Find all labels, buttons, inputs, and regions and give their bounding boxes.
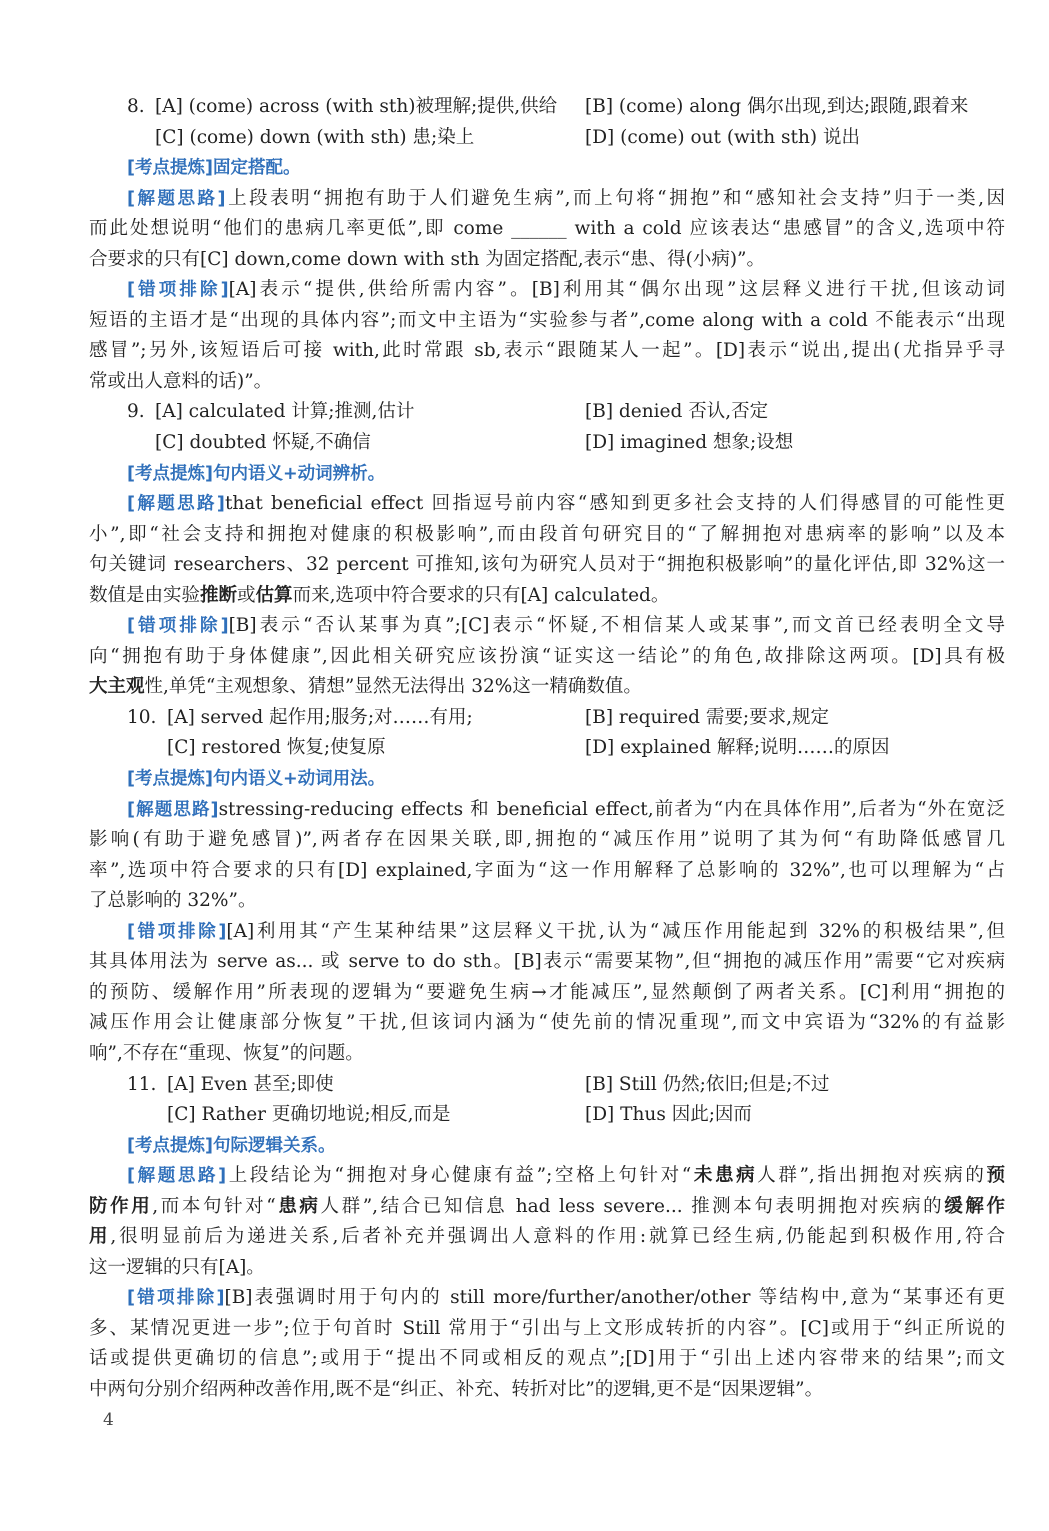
text-line	[89, 611, 1005, 642]
text-line	[89, 550, 1005, 581]
option-d: [D] (come) out (with sth) 说出	[585, 126, 860, 148]
text-line	[89, 1314, 1005, 1345]
text-line	[89, 856, 1005, 887]
page-content	[89, 92, 1005, 1406]
text-segment: ,很明显前后为递进关系,后者补充并强调出人意料的作用:就算已经生病,仍能起到积极作用,符合	[110, 1226, 1005, 1248]
question-options-11	[89, 1070, 1005, 1131]
text-line	[89, 672, 1005, 703]
option-b: [B] Still 仍然;依旧;但是;不过	[585, 1073, 830, 1095]
bold-emphasis: 缓解作	[944, 1195, 1005, 1217]
text-line	[89, 306, 1005, 337]
text-line	[89, 1192, 1005, 1223]
key-point-text: 句内语义+动词用法。	[213, 769, 386, 790]
text-line	[89, 245, 1005, 276]
solution-paragraph	[89, 795, 1005, 917]
text-segment: that beneficial effect 回指逗号前内容“感知到更多社会支持的人们得感冒的可能性更	[224, 493, 1006, 515]
text-segment: 人群”,结合已知信息 had less severe... 推测本句表明拥抱对疾病的	[320, 1195, 945, 1217]
text-line	[89, 947, 1005, 978]
text-line	[89, 214, 1005, 245]
text-segment: 或	[237, 584, 256, 606]
text-line	[89, 886, 1005, 917]
key-point	[89, 153, 1005, 184]
distractor-paragraph	[89, 275, 1005, 397]
text-segment: 合要求的只有[C] down,come down with sth 为固定搭配,表示“患、得(小病)”。	[89, 248, 766, 270]
option-a: [A] served 起作用;服务;对……有用;	[167, 706, 473, 728]
text-segment: 这一逻辑的只有[A]。	[89, 1256, 265, 1278]
text-line	[89, 1375, 1005, 1406]
text-segment: [B]表示“否认某事为真”;[C]表示“怀疑,不相信某人或某事”,而文首已经表明全文导	[228, 615, 1006, 637]
option-b: [B] denied 否认,否定	[585, 401, 769, 423]
text-line	[89, 1161, 1005, 1192]
options-row	[89, 733, 1005, 764]
solution-paragraph	[89, 1161, 1005, 1283]
section-label: [错项排除]	[127, 921, 227, 942]
solution-paragraph	[89, 184, 1005, 276]
text-line	[89, 184, 1005, 215]
solution-paragraph	[89, 489, 1005, 611]
text-segment: stressing-reducing effects 和 beneficial effect,前者为“内在具体作用”,后者为“外在宽泛	[218, 798, 1005, 820]
text-line	[89, 1253, 1005, 1284]
page-number: 4	[103, 1410, 114, 1430]
text-segment: 而此处想说明“他们的患病几率更低”,即 come ______ with a cold 应该表达“患感冒”的含义,选项中符	[89, 218, 1005, 240]
option-a: [A] calculated 计算;推测,估计	[155, 401, 415, 423]
text-segment: 多、某情况更进一步”;位于句首时 Still 常用于“引出与上文形成转折的内容”。[C]或用于“纠正所说的	[89, 1317, 1005, 1339]
distractor-paragraph	[89, 611, 1005, 703]
key-point-label: [考点提炼]	[127, 1135, 213, 1156]
text-segment: 句关键词 researchers、32 percent 可推知,该句为研究人员对于“拥抱积极影响”的量化评估,即 32%这一	[89, 554, 1005, 576]
text-segment: [A]表示“提供,供给所需内容”。[B]利用其“偶尔出现”这层释义进行干扰,但该动词	[228, 279, 1006, 301]
section-label: [错项排除]	[127, 280, 229, 301]
option-d: [D] Thus 因此;因而	[585, 1104, 752, 1126]
text-segment: 中两句分别介绍两种改善作用,既不是“纠正、补充、转折对比”的逻辑,更不是“因果逻辑”。	[89, 1378, 824, 1400]
key-point	[89, 1131, 1005, 1162]
text-segment: 减压作用会让健康部分恢复”干扰,但该词内涵为“使先前的情况重现”,而文中宾语为“32%的有益影	[89, 1012, 1005, 1034]
text-segment: [B]表强调时用于句内的 still more/further/another/other 等结构中,意为“某事还有更	[224, 1287, 1005, 1309]
key-point-label: [考点提炼]	[127, 158, 213, 179]
bold-emphasis: 用	[89, 1226, 111, 1248]
key-point-text: 句内语义+动词辨析。	[213, 463, 386, 484]
bold-emphasis: 未患病	[691, 1165, 758, 1187]
key-point-text: 句际逻辑关系。	[213, 1135, 336, 1156]
text-segment: 短语的主语才是“出现的具体内容”;而文中主语为“实验参与者”,come along with a cold 不能表示“出现	[89, 309, 1005, 331]
key-point-label: [考点提炼]	[127, 769, 213, 790]
option-d: [D] imagined 想象;设想	[585, 432, 794, 454]
section-label: [解题思路]	[127, 799, 219, 820]
question-number: 11.	[127, 1073, 157, 1095]
options-row	[89, 123, 1005, 154]
text-segment: 常或出人意料的话)”。	[89, 370, 273, 392]
question-options-8	[89, 92, 1005, 153]
key-point-text: 固定搭配。	[213, 158, 301, 179]
distractor-paragraph	[89, 1283, 1005, 1405]
text-line	[89, 1222, 1005, 1253]
options-row	[89, 703, 1005, 734]
text-line	[89, 1344, 1005, 1375]
text-segment: 数值是由实验	[89, 584, 201, 606]
section-label: [错项排除]	[127, 616, 229, 637]
distractor-paragraph	[89, 917, 1005, 1070]
text-line	[89, 336, 1005, 367]
option-b: [B] (come) along 偶尔出现,到达;跟随,跟着来	[585, 96, 969, 117]
question-number: 10.	[127, 706, 157, 728]
text-line	[89, 917, 1005, 948]
text-segment: [A]利用其“产生某种结果”这层释义干扰,认为“减压作用能起到 32%的积极结果”,但	[226, 920, 1005, 942]
text-segment: 向“拥抱有助于身体健康”,因此相关研究应该扮演“证实这一结论”的角色,故排除这两项。[D]具有极	[89, 645, 1005, 667]
text-segment: 性,单凭“主观想象、猜想”显然无法得出 32%这一精确数值。	[144, 676, 642, 698]
bold-emphasis: 大主观	[89, 676, 145, 698]
section-label: [错项排除]	[127, 1288, 225, 1309]
bold-emphasis: 估算	[255, 584, 293, 606]
key-point	[89, 764, 1005, 795]
options-row	[89, 1070, 1005, 1101]
option-c: [C] Rather 更确切地说;相反,而是	[167, 1104, 451, 1126]
bold-emphasis: 患病	[275, 1195, 321, 1217]
text-line	[89, 1283, 1005, 1314]
option-a: [A] Even 甚至;即使	[167, 1073, 334, 1095]
options-row	[89, 397, 1005, 428]
text-line	[89, 642, 1005, 673]
text-segment: 了总影响的 32%”。	[89, 890, 257, 912]
text-segment: 上段结论为“拥抱对身心健康有益”;空格上句针对“	[226, 1165, 692, 1187]
option-a: [A] (come) across (with sth)被理解;提供,供给	[155, 96, 558, 117]
text-segment: 上段表明“拥抱有助于人们避免生病”,而上句将“拥抱”和“感知社会支持”归于一类,因	[225, 187, 1006, 209]
option-c: [C] doubted 怀疑,不确信	[155, 432, 371, 454]
section-label: [解题思路]	[127, 188, 226, 209]
text-segment: 而来,选项中符合要求的只有[A] calculated。	[292, 584, 670, 606]
text-line	[89, 275, 1005, 306]
option-c: [C] (come) down (with sth) 患;染上	[155, 126, 475, 148]
text-segment: 感冒”;另外,该短语后可接 with,此时常跟 sb,表示“跟随某人一起”。[D]表示“说出,提出(尤指异乎寻	[89, 340, 1005, 362]
bold-emphasis: 推断	[200, 584, 238, 606]
text-segment: 响”,不存在“重现、恢复”的问题。	[89, 1042, 364, 1064]
text-line	[89, 1039, 1005, 1070]
question-options-9	[89, 397, 1005, 458]
text-line	[89, 367, 1005, 398]
text-segment: 率”,选项中符合要求的只有[D] explained,字面为“这一作用解释了总影响的 32%”,也可以理解为“占	[89, 859, 1005, 881]
option-b: [B] required 需要;要求,规定	[585, 706, 830, 728]
section-label: [解题思路]	[127, 494, 225, 515]
text-line	[89, 825, 1005, 856]
text-line	[89, 1008, 1005, 1039]
text-segment: 其具体用法为 serve as... 或 serve to do sth。[B]表示“需要某物”,但“拥抱的减压作用”需要“它对疾病	[89, 951, 1005, 973]
option-d: [D] explained 解释;说明……的原因	[585, 737, 890, 759]
key-point-label: [考点提炼]	[127, 463, 213, 484]
key-point	[89, 459, 1005, 490]
question-options-10	[89, 703, 1005, 764]
options-row	[89, 92, 1005, 123]
text-line	[89, 581, 1005, 612]
question-number: 9.	[127, 401, 145, 423]
text-segment: 话或提供更确切的信息”;或用于“提出不同或相反的观点”;[D]用于“引出上述内容带来的结果”;而文	[89, 1348, 1005, 1370]
text-segment: 小”,即“社会支持和拥抱对健康的积极影响”,而由段首句研究目的“了解拥抱对患病率的影响”以及本	[89, 523, 1005, 545]
text-line	[89, 978, 1005, 1009]
text-segment: 影响(有助于避免感冒)”,两者存在因果关联,即,拥抱的“减压作用”说明了其为何“有助降低感冒几	[89, 829, 1005, 851]
bold-emphasis: 预	[986, 1165, 1005, 1187]
text-line	[89, 489, 1005, 520]
text-line	[89, 520, 1005, 551]
text-segment: 的预防、缓解作用”所表现的逻辑为“要避免生病→才能减压”,显然颠倒了两者关系。[C]利用“拥抱的	[89, 981, 1005, 1003]
text-segment: 人群”,指出拥抱对疾病的	[757, 1165, 987, 1187]
option-c: [C] restored 恢复;使复原	[167, 737, 386, 759]
options-row	[89, 1100, 1005, 1131]
section-label: [解题思路]	[127, 1166, 227, 1187]
bold-emphasis: 防作用	[89, 1195, 153, 1217]
text-segment: ,而本句针对“	[152, 1195, 276, 1217]
question-number: 8.	[127, 96, 145, 117]
text-line	[89, 795, 1005, 826]
options-row	[89, 428, 1005, 459]
